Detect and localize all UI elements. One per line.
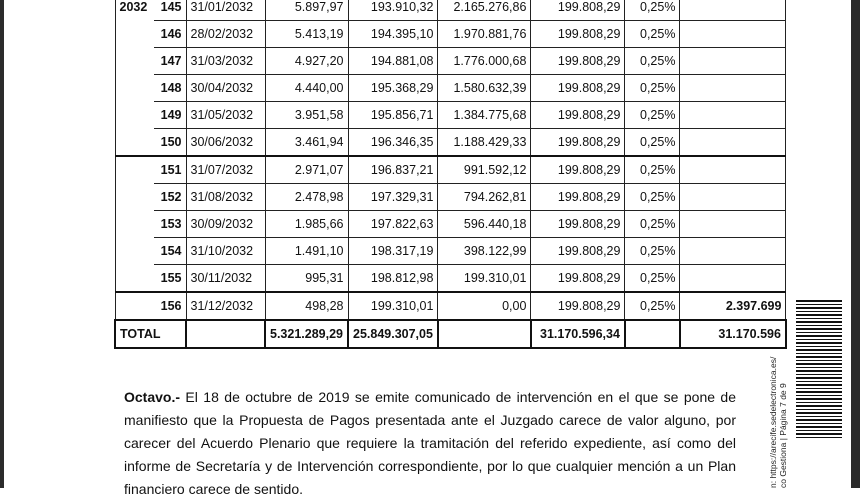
cell-amort: 195.368,29 xyxy=(348,75,438,102)
cell-interest: 5.413,19 xyxy=(265,21,348,48)
totals-empty xyxy=(186,320,265,348)
cell-year: 2032 xyxy=(115,0,154,21)
totals-empty xyxy=(625,320,680,348)
cell-pending: 596.440,18 xyxy=(438,211,531,238)
cell-cuota: 199.808,29 xyxy=(531,21,625,48)
cell-amort: 197.329,31 xyxy=(348,184,438,211)
cell-interest: 1.491,10 xyxy=(265,238,348,265)
paragraph-heading: Octavo.- xyxy=(124,389,181,405)
table-row xyxy=(115,238,786,265)
cell-total xyxy=(680,156,786,184)
cell-date: 30/04/2032 xyxy=(186,75,265,102)
cell-total xyxy=(680,21,786,48)
totals-label: TOTAL xyxy=(115,320,186,348)
paragraph-text: El 18 de octubre de 2019 se emite comunicado de intervención en el que se pone de manifiesto que la Propuesta de Pagos presentada ante el Juzgado carece de valor alguno, por carecer del Acuerdo Plenario que requiere la tramitación del referido expediente, así como del informe de Secretaría y de Intervención correspondiente, por lo que cualquier mención a un Plan financiero carece de sentido. xyxy=(124,389,736,497)
cell-year xyxy=(115,238,154,265)
cell-cuota: 199.808,29 xyxy=(531,292,625,320)
cell-rate: 0,25% xyxy=(625,0,680,21)
cell-cuota: 199.808,29 xyxy=(531,129,625,157)
table-row xyxy=(115,156,786,184)
cell-total xyxy=(680,129,786,157)
cell-pending: 398.122,99 xyxy=(438,238,531,265)
cell-n: 146 xyxy=(154,21,187,48)
cell-cuota: 199.808,29 xyxy=(531,75,625,102)
cell-interest: 498,28 xyxy=(265,292,348,320)
table-row xyxy=(115,48,786,75)
cell-rate: 0,25% xyxy=(625,102,680,129)
barcode xyxy=(796,300,842,440)
totals-interest: 5.321.289,29 xyxy=(265,320,348,348)
cell-amort: 194.395,10 xyxy=(348,21,438,48)
cell-amort: 198.317,19 xyxy=(348,238,438,265)
cell-total: 2.397.699 xyxy=(680,292,786,320)
cell-n: 148 xyxy=(154,75,187,102)
cell-cuota: 199.808,29 xyxy=(531,184,625,211)
cell-rate: 0,25% xyxy=(625,265,680,293)
cell-interest: 995,31 xyxy=(265,265,348,293)
table-row xyxy=(115,184,786,211)
cell-date: 31/12/2032 xyxy=(186,292,265,320)
cell-date: 31/03/2032 xyxy=(186,48,265,75)
cell-date: 31/01/2032 xyxy=(186,0,265,21)
totals-total: 31.170.596 xyxy=(680,320,786,348)
cell-pending: 0,00 xyxy=(438,292,531,320)
cell-total xyxy=(680,238,786,265)
cell-total xyxy=(680,0,786,21)
cell-pending: 2.165.276,86 xyxy=(438,0,531,21)
cell-cuota: 199.808,29 xyxy=(531,211,625,238)
side-text-line-2: co Gestiona | Página 7 de 9 xyxy=(778,383,788,488)
cell-amort: 195.856,71 xyxy=(348,102,438,129)
cell-n: 155 xyxy=(154,265,187,293)
cell-interest: 1.985,66 xyxy=(265,211,348,238)
cell-rate: 0,25% xyxy=(625,211,680,238)
cell-date: 30/06/2032 xyxy=(186,129,265,157)
cell-n: 147 xyxy=(154,48,187,75)
cell-n: 150 xyxy=(154,129,187,157)
cell-year xyxy=(115,75,154,102)
cell-interest: 3.461,94 xyxy=(265,129,348,157)
table-row xyxy=(115,21,786,48)
cell-n: 151 xyxy=(154,156,187,184)
totals-row xyxy=(115,320,786,348)
cell-year xyxy=(115,102,154,129)
cell-interest: 3.951,58 xyxy=(265,102,348,129)
cell-amort: 193.910,32 xyxy=(348,0,438,21)
cell-cuota: 199.808,29 xyxy=(531,48,625,75)
cell-n: 145 xyxy=(154,0,187,21)
cell-rate: 0,25% xyxy=(625,184,680,211)
cell-pending: 1.776.000,68 xyxy=(438,48,531,75)
cell-date: 31/07/2032 xyxy=(186,156,265,184)
cell-cuota: 199.808,29 xyxy=(531,156,625,184)
cell-n: 149 xyxy=(154,102,187,129)
totals-cuota: 31.170.596,34 xyxy=(531,320,625,348)
cell-date: 28/02/2032 xyxy=(186,21,265,48)
table-row xyxy=(115,211,786,238)
cell-year xyxy=(115,129,154,157)
cell-year xyxy=(115,265,154,293)
cell-cuota: 199.808,29 xyxy=(531,238,625,265)
cell-pending: 1.384.775,68 xyxy=(438,102,531,129)
cell-n: 152 xyxy=(154,184,187,211)
cell-pending: 199.310,01 xyxy=(438,265,531,293)
cell-interest: 5.897,97 xyxy=(265,0,348,21)
cell-total xyxy=(680,211,786,238)
cell-date: 31/05/2032 xyxy=(186,102,265,129)
cell-interest: 2.971,07 xyxy=(265,156,348,184)
cell-rate: 0,25% xyxy=(625,156,680,184)
cell-amort: 196.837,21 xyxy=(348,156,438,184)
side-text-line-1: n: https://arecife.sedelectronica.es/ xyxy=(768,356,778,488)
cell-year xyxy=(115,184,154,211)
cell-n: 153 xyxy=(154,211,187,238)
cell-rate: 0,25% xyxy=(625,238,680,265)
totals-empty xyxy=(438,320,531,348)
cell-total xyxy=(680,48,786,75)
cell-interest: 4.927,20 xyxy=(265,48,348,75)
cell-pending: 794.262,81 xyxy=(438,184,531,211)
cell-year xyxy=(115,292,154,320)
amortization-table xyxy=(114,0,787,349)
cell-cuota: 199.808,29 xyxy=(531,0,625,21)
table-row xyxy=(115,0,786,21)
cell-rate: 0,25% xyxy=(625,21,680,48)
cell-year xyxy=(115,48,154,75)
cell-rate: 0,25% xyxy=(625,129,680,157)
cell-pending: 991.592,12 xyxy=(438,156,531,184)
cell-pending: 1.580.632,39 xyxy=(438,75,531,102)
cell-pending: 1.970.881,76 xyxy=(438,21,531,48)
cell-amort: 196.346,35 xyxy=(348,129,438,157)
table-row xyxy=(115,265,786,293)
cell-total xyxy=(680,102,786,129)
scan-right-border xyxy=(851,0,860,488)
cell-date: 31/08/2032 xyxy=(186,184,265,211)
cell-total xyxy=(680,265,786,293)
cell-rate: 0,25% xyxy=(625,75,680,102)
cell-rate: 0,25% xyxy=(625,48,680,75)
cell-year xyxy=(115,156,154,184)
cell-amort: 199.310,01 xyxy=(348,292,438,320)
cell-amort: 194.881,08 xyxy=(348,48,438,75)
cell-rate: 0,25% xyxy=(625,292,680,320)
cell-date: 30/11/2032 xyxy=(186,265,265,293)
cell-n: 154 xyxy=(154,238,187,265)
octavo-paragraph xyxy=(124,386,736,501)
cell-total xyxy=(680,184,786,211)
amortization-table-body xyxy=(115,0,786,348)
cell-total xyxy=(680,75,786,102)
cell-year xyxy=(115,21,154,48)
cell-date: 31/10/2032 xyxy=(186,238,265,265)
cell-cuota: 199.808,29 xyxy=(531,102,625,129)
cell-cuota: 199.808,29 xyxy=(531,265,625,293)
totals-amort: 25.849.307,05 xyxy=(348,320,438,348)
cell-amort: 198.812,98 xyxy=(348,265,438,293)
cell-date: 30/09/2032 xyxy=(186,211,265,238)
cell-interest: 4.440,00 xyxy=(265,75,348,102)
table-row xyxy=(115,75,786,102)
cell-year xyxy=(115,211,154,238)
cell-pending: 1.188.429,33 xyxy=(438,129,531,157)
table-row xyxy=(115,102,786,129)
cell-amort: 197.822,63 xyxy=(348,211,438,238)
cell-interest: 2.478,98 xyxy=(265,184,348,211)
side-verification-text xyxy=(768,357,788,488)
table-row xyxy=(115,292,786,320)
table-row xyxy=(115,129,786,157)
cell-n: 156 xyxy=(154,292,187,320)
